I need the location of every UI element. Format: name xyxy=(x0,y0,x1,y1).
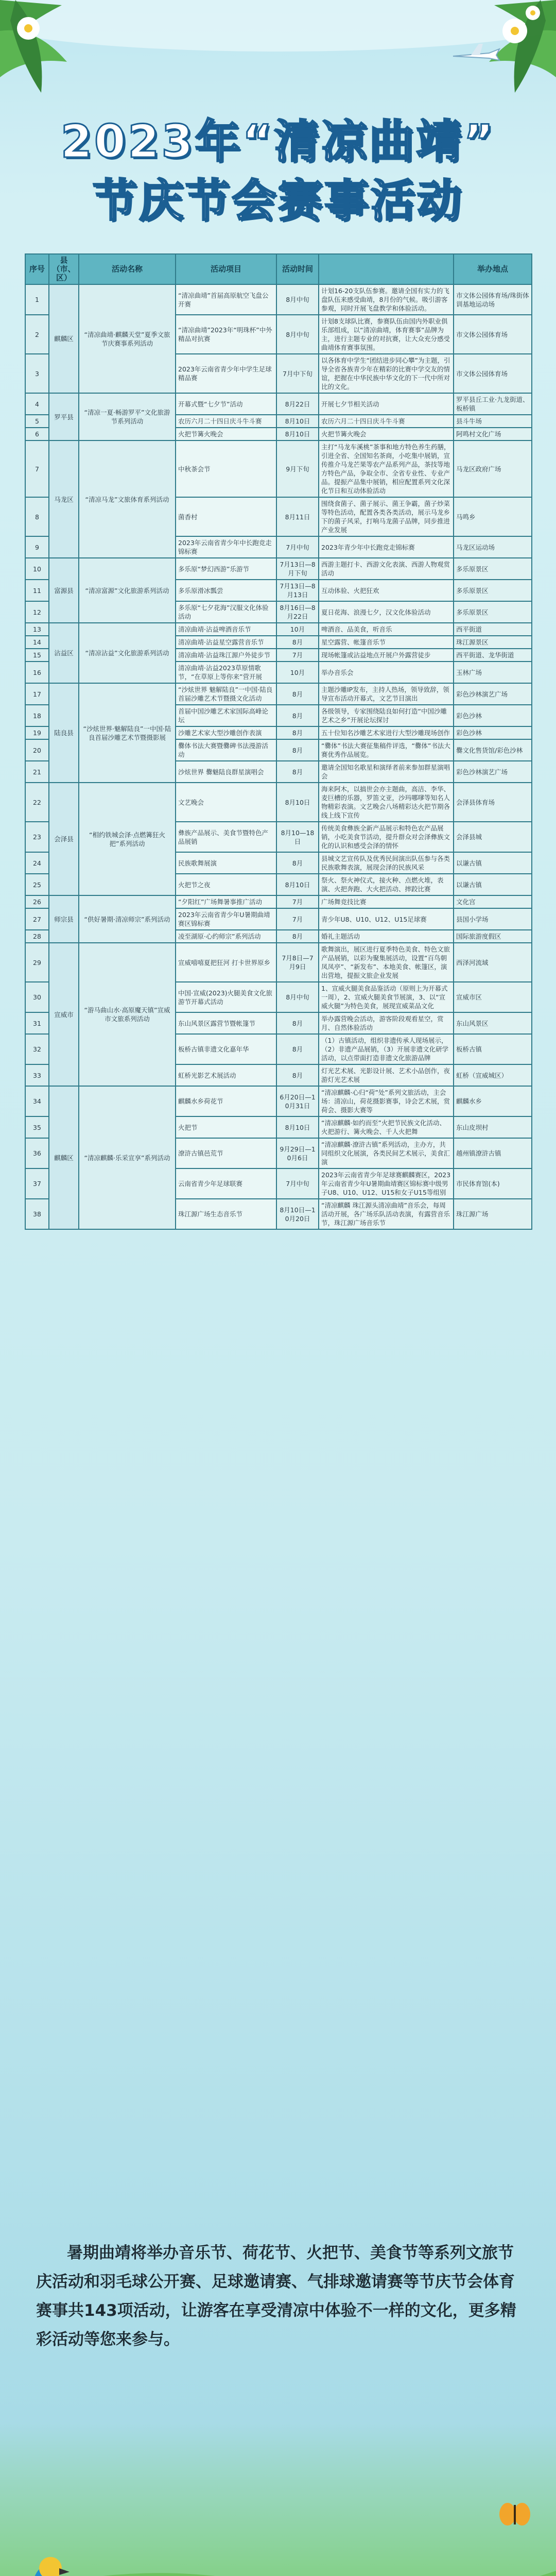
cell-place: 以谦古镇 xyxy=(454,852,532,874)
col-header-no: 序号 xyxy=(25,254,49,284)
cell-place: 市文体公园体育场/珠街体训基地运动场 xyxy=(454,284,532,315)
cell-time: 8月 xyxy=(276,1064,319,1086)
cell-county: 麒麟区 xyxy=(49,284,79,393)
cell-item: 首届中国沙雕艺术家国际高峰论坛 xyxy=(176,705,276,726)
cell-item: “夕阳红”广场舞暑事推广活动 xyxy=(176,895,276,908)
cell-content: 计划16-20支队伍参赛。邀请全国有实力的飞盘队伍来感受曲靖，8月份的气候。吸引游客参观，同时开展飞盘教学和体验活动。 xyxy=(319,284,454,315)
cell-no: 33 xyxy=(25,1064,49,1086)
cell-item: 2023年云南省青少年U暑期曲靖赛区锦标赛 xyxy=(176,908,276,930)
col-header-name: 活动名称 xyxy=(79,254,176,284)
table-row xyxy=(25,943,532,982)
cell-item: 清凉曲靖·沾益啤酒音乐节 xyxy=(176,623,276,636)
cell-item: “沙炫世界 魅解陆良”一中国·陆良首届沙雕艺术节暨摄文化活动 xyxy=(176,683,276,705)
cell-time: 8月 xyxy=(276,636,319,649)
cell-place: 彩色沙林演艺广场 xyxy=(454,683,532,705)
cell-no: 3 xyxy=(25,354,49,393)
cell-item: 板桥古镇非遗文化嘉年华 xyxy=(176,1034,276,1064)
cell-time: 8月 xyxy=(276,705,319,726)
cell-time: 8月10日 xyxy=(276,415,319,428)
cell-item: 彝族产品展示、美食节暨特色产品展销 xyxy=(176,822,276,852)
cell-place: 珠江源景区 xyxy=(454,636,532,649)
cell-content: 婚礼主题活动 xyxy=(319,930,454,943)
cell-no: 7 xyxy=(25,440,49,497)
table-row xyxy=(25,895,532,908)
cell-content: 1、宣威火腿美食品鉴活动（原则上为开幕式一周），2、宣威火腿美食节展演，3、以“宣威火腿”为特色美食，展现宣威菜品文化 xyxy=(319,982,454,1012)
cell-place: 彩色沙林演艺广场 xyxy=(454,761,532,783)
cell-item: 火把节 xyxy=(176,1116,276,1138)
cell-county: 罗平县 xyxy=(49,393,79,440)
table-row xyxy=(25,558,532,580)
table-row xyxy=(25,284,532,315)
cell-county: 宣威市 xyxy=(49,943,79,1086)
cell-place: 文化宫 xyxy=(454,895,532,908)
cell-content: 以各体育中学生“团结进步同心攀”为主题，引导全省各族青少年在精彩的比赛中学交友的情谊，把握在中华民族中华文化的下一代中所对比的文化。 xyxy=(319,354,454,393)
cell-place: 县国小学场 xyxy=(454,908,532,930)
cell-item: 农历六月二十四日庆斗牛斗赛 xyxy=(176,415,276,428)
cell-no: 32 xyxy=(25,1034,49,1064)
cell-no: 34 xyxy=(25,1086,49,1116)
cell-content: 围绕食菌子、菌子展示、菌王争霸，菌子炒菜等特色活动，配置各类各类活动，展示马龙乡下的菌子风采，打响马龙菌子品牌，同步推进产业发展 xyxy=(319,497,454,536)
cell-place: 多乐原景区 xyxy=(454,580,532,601)
cell-place: 马鸣乡 xyxy=(454,497,532,536)
cell-time: 7月中旬 xyxy=(276,536,319,558)
cell-name: “清凉一夏·畅游罗平”文化旅游节系列活动 xyxy=(79,393,176,440)
airplane-icon xyxy=(453,44,499,60)
table-row xyxy=(25,683,532,705)
cell-item: 火把节篝火晚会 xyxy=(176,428,276,440)
header xyxy=(0,0,556,242)
cell-item: 潦浒古镇邑荒节 xyxy=(176,1138,276,1168)
cell-item: 沙雕艺术家大型沙雕创作表演 xyxy=(176,726,276,739)
parrot-icon xyxy=(31,2557,70,2576)
cell-place: 玉林广场 xyxy=(454,662,532,683)
cell-content: “清凉麒麟·潦浒古镇”系列活动，主办方，共同组织文化展演，各类民间艺术展示，美食汇演 xyxy=(319,1138,454,1168)
cell-time: 8月 xyxy=(276,739,319,761)
cell-content: 举办露营晚会活动，游客阶段观看星空，赏月、自然体验活动 xyxy=(319,1012,454,1034)
col-header-place: 举办地点 xyxy=(454,254,532,284)
cell-time: 7月 xyxy=(276,908,319,930)
cell-place: 西平街道、龙华街道 xyxy=(454,649,532,662)
cell-no: 6 xyxy=(25,428,49,440)
cell-item: 云南省青少年足球联赛 xyxy=(176,1168,276,1199)
cell-time: 7月 xyxy=(276,895,319,908)
cell-item: 凌至湖原·心约师宗”系列活动 xyxy=(176,930,276,943)
cell-item: 中秋茶会节 xyxy=(176,440,276,497)
cell-no: 31 xyxy=(25,1012,49,1034)
cell-content: 祭火、祭火神仪式，接火种、点燃火堆，表演、火把奔跑、大火把活动、摔跤比赛 xyxy=(319,874,454,895)
cell-time: 8月10日—10月20日 xyxy=(276,1199,319,1229)
cell-time: 8月10日 xyxy=(276,1116,319,1138)
cell-place: 麒麟水乡 xyxy=(454,1086,532,1116)
cell-time: 6月20日—10月31日 xyxy=(276,1086,319,1116)
cell-place: 市民体育馆(本) xyxy=(454,1168,532,1199)
cell-no: 5 xyxy=(25,415,49,428)
cell-time: 8月 xyxy=(276,683,319,705)
cell-item: 中国·宣威(2023)火腿美食文化旅游节开幕式活动 xyxy=(176,982,276,1012)
cell-no: 20 xyxy=(25,739,49,761)
cell-place: 市文体公园体育场 xyxy=(454,354,532,393)
cell-place: 阿鸣村文化广场 xyxy=(454,428,532,440)
cell-content: “清凉麒麟·如约而至”火把节民族文化活动、火把游行、篝火晚会、千人火把舞 xyxy=(319,1116,454,1138)
cell-name: “沙炫世界·魅解陆良”一中国·陆良首届沙雕艺术节暨摄影展 xyxy=(79,683,176,783)
cell-place: 越州镇潦浒古镇 xyxy=(454,1138,532,1168)
cell-time: 8月10日 xyxy=(276,783,319,822)
cell-content: 传统美食彝族全新产品展示和特色农产品展销，小吃美食节活动，提升群众对会泽彝族文化的认识和感受会泽的情怀 xyxy=(319,822,454,852)
cell-name: “供好暑期·清凉师宗”系列活动 xyxy=(79,895,176,943)
cell-no: 1 xyxy=(25,284,49,315)
cell-county: 会泽县 xyxy=(49,783,79,895)
cell-item: 宣威嘻嘻夏把狂河 打卡世界原乡 xyxy=(176,943,276,982)
cell-county: 师宗县 xyxy=(49,895,79,943)
cell-content: 开展七夕节相关活动 xyxy=(319,393,454,415)
cell-county: 沾益区 xyxy=(49,623,79,683)
cell-item: 火把节之夜 xyxy=(176,874,276,895)
cell-no: 19 xyxy=(25,726,49,739)
cell-place: 东山皮坝村 xyxy=(454,1116,532,1138)
cell-content: 县城文艺宣传队及优秀民间演出队伍参与各类民族歌舞表演，展现会泽的民族风采 xyxy=(319,852,454,874)
cell-content: 计划8支球队比赛，参赛队伍由国内外职业俱乐部组成，以“清凉曲靖，体育赛事”品牌为主，进行主题专业的对抗赛，让大众充分感受曲靖体育赛事氛围。 xyxy=(319,315,454,354)
cell-name: “清凉曲靖·麒麟天堂”夏季文旅节庆赛事系列活动 xyxy=(79,284,176,393)
cell-no: 10 xyxy=(25,558,49,580)
cell-item: 爨体书法大赛暨爨碑书法漫游活动 xyxy=(176,739,276,761)
cell-content: 2023年青少年中长跑竞走锦标赛 xyxy=(319,536,454,558)
cell-time: 7月8日—7月9日 xyxy=(276,943,319,982)
cell-no: 26 xyxy=(25,895,49,908)
cell-time: 8月22日 xyxy=(276,393,319,415)
cell-item: 珠江源广场生态音乐节 xyxy=(176,1199,276,1229)
cell-time: 8月中旬 xyxy=(276,284,319,315)
cell-place: 虹桥（宣威城区） xyxy=(454,1064,532,1086)
cell-time: 8月10日 xyxy=(276,874,319,895)
table-row xyxy=(25,783,532,822)
cell-content: 海来阿木，以搞世会亦主题曲，高洁、李华、麦巨槽的乐器，罗笛文亚，沙玛哪嗲等知名人物精彩表演。文艺晚会八场精彩达火把节期各线上线下宣传 xyxy=(319,783,454,822)
butterfly-icon xyxy=(499,2503,530,2526)
cell-place: 会泽县体育场 xyxy=(454,783,532,822)
cell-item: 沙炫世界 爨魅陆良群星演唱会 xyxy=(176,761,276,783)
cell-time: 7月13日—8月13日 xyxy=(276,580,319,601)
cell-time: 8月中旬 xyxy=(276,982,319,1012)
cell-item: “清凉曲靖”2023年“明珠杯”中外精品对抗赛 xyxy=(176,315,276,354)
cell-time: 10月 xyxy=(276,662,319,683)
cell-place: 多乐原景区 xyxy=(454,601,532,623)
cell-content: 现场帐篷或沾益地点开展户外露营徒步 xyxy=(319,649,454,662)
cell-content: （1）古镇活动，组织非遗传承人现场展示，（2）非遗产品展销，（3）开展非遗文化研学活动，以点带面打造非遗文化旅游品牌 xyxy=(319,1034,454,1064)
cell-no: 21 xyxy=(25,761,49,783)
cell-content: 星空露营、帐篷音乐节 xyxy=(319,636,454,649)
cell-no: 18 xyxy=(25,705,49,726)
cell-item: 麒麟水乡荷花节 xyxy=(176,1086,276,1116)
cell-item: 清凉曲靖·沾益2023草原情歌节，“在草原上等你来”营开展 xyxy=(176,662,276,683)
table-row xyxy=(25,440,532,497)
cell-content: 歌舞演出，展区进行夏季特色美食、特色文旅产品展销，以彩为聚集展活动，设置“百鸟朝凤凤亭”、“新发布”、本地美食、帐篷区，演出营地，提振文旅企业发展 xyxy=(319,943,454,982)
cell-content: 五十位知名沙雕艺术家进行大型沙雕现场创作 xyxy=(319,726,454,739)
cell-place: 东山风景区 xyxy=(454,1012,532,1034)
cell-place: 板桥古镇 xyxy=(454,1034,532,1064)
cell-time: 10月 xyxy=(276,623,319,636)
table-row xyxy=(25,393,532,415)
col-header-content xyxy=(319,254,454,284)
cell-content: 邀请全国知名歌星和演绎者前来参加群星演唱会 xyxy=(319,761,454,783)
summary-note: 暑期曲靖将举办音乐节、荷花节、火把节、美食节等系列文旅节庆活动和羽毛球公开赛、足球邀请赛、气排球邀请赛等节庆节会体育赛事共143项活动，让游客在享受清凉中体验不一样的文化，更多精彩活动等您来参与。 xyxy=(36,2244,516,2349)
cell-no: 13 xyxy=(25,623,49,636)
cell-place: 县斗牛场 xyxy=(454,415,532,428)
cell-place: 以谦古镇 xyxy=(454,874,532,895)
cell-no: 4 xyxy=(25,393,49,415)
cell-item: 多乐原“七夕花海”汉服文化体验活动 xyxy=(176,601,276,623)
cell-time: 8月 xyxy=(276,852,319,874)
cell-time: 7月中旬 xyxy=(276,1168,319,1199)
cell-item: 民族歌舞展演 xyxy=(176,852,276,874)
cell-no: 14 xyxy=(25,636,49,649)
cell-time: 8月中旬 xyxy=(276,315,319,354)
cell-name: “清凉富源”文化旅游系列活动 xyxy=(79,558,176,623)
cell-no: 17 xyxy=(25,683,49,705)
cell-item: 文艺晚会 xyxy=(176,783,276,822)
cell-no: 25 xyxy=(25,874,49,895)
cell-content: 西游主题打卡、西游文化表演、西游人物观赏活动 xyxy=(319,558,454,580)
cell-content: 夏日花海、浪漫七夕，汉文化体验活动 xyxy=(319,601,454,623)
cell-item: 东山风景区露营节暨帐篷节 xyxy=(176,1012,276,1034)
cell-name: “清凉沾益”文化旅游系列活动 xyxy=(79,623,176,683)
cell-content: 广场舞竞技比赛 xyxy=(319,895,454,908)
cell-no: 28 xyxy=(25,930,49,943)
page-title-line2: 节庆节会赛事活动 xyxy=(93,175,463,227)
cell-content: 啤酒音、品美食，听音乐 xyxy=(319,623,454,636)
cell-county: 富源县 xyxy=(49,558,79,623)
table-header-row xyxy=(25,254,532,284)
cell-name: “清凉马龙”文旅体育系列活动 xyxy=(79,440,176,558)
cell-place: 西平街道 xyxy=(454,623,532,636)
cell-no: 35 xyxy=(25,1116,49,1138)
cell-place: 珠江源广场 xyxy=(454,1199,532,1229)
cell-item: 多乐原“梦幻西游”乐游节 xyxy=(176,558,276,580)
cell-item: 清凉曲靖·沾益星空露营音乐节 xyxy=(176,636,276,649)
cell-item: “清凉曲靖”首届高原航空飞盘公开赛 xyxy=(176,284,276,315)
cell-content: 火把节篝火晚会 xyxy=(319,428,454,440)
cell-time: 9月下旬 xyxy=(276,440,319,497)
cell-time: 8月11日 xyxy=(276,497,319,536)
cell-no: 11 xyxy=(25,580,49,601)
cell-time: 8月10日 xyxy=(276,428,319,440)
cell-content: “爨体”书法大赛征集稿件评选，“爨体”书法大赛优秀作品展览。 xyxy=(319,739,454,761)
cell-no: 16 xyxy=(25,662,49,683)
cell-name: “游马曲山水·高原魔天镇”宣威市文旅系列活动 xyxy=(79,943,176,1086)
cell-time: 7月中下旬 xyxy=(276,354,319,393)
cell-content: 主打“马龙车溪桃”茶事和地方特色养生药膳，引进全省、全国知名茶商，小吃集中展销，宣传推介马龙芒果等农产品系列产品，茶技等地方特色产品，争取全市、全省专业性、专业产品。提振产品集中展销，相应配置系列文化深化节日和互动体验活动 xyxy=(319,440,454,497)
cell-place: 市文体公园体育场 xyxy=(454,315,532,354)
cell-no: 30 xyxy=(25,982,49,1012)
cell-content: 举办音乐会 xyxy=(319,662,454,683)
cell-place: 彩色沙林 xyxy=(454,726,532,739)
cell-content: 农历六月二十四日庆斗牛斗赛 xyxy=(319,415,454,428)
cell-place: 西泽河流域 xyxy=(454,943,532,982)
cell-time: 7月13日—8月下旬 xyxy=(276,558,319,580)
col-header-time: 活动时间 xyxy=(276,254,319,284)
cell-place: 多乐原景区 xyxy=(454,558,532,580)
cell-time: 8月 xyxy=(276,726,319,739)
cell-time: 8月 xyxy=(276,1034,319,1064)
cell-no: 2 xyxy=(25,315,49,354)
table-row xyxy=(25,623,532,636)
page-title-line1: 2023年“清凉曲靖” xyxy=(60,115,496,168)
table-row xyxy=(25,1086,532,1116)
cell-time: 8月 xyxy=(276,930,319,943)
cell-item: 菌香村 xyxy=(176,497,276,536)
cell-no: 29 xyxy=(25,943,49,982)
cell-place: 宣威市区 xyxy=(454,982,532,1012)
cell-place: 会泽县城 xyxy=(454,822,532,852)
cell-no: 12 xyxy=(25,601,49,623)
cell-content: 互动体验、火把狂欢 xyxy=(319,580,454,601)
events-table xyxy=(25,253,531,1230)
cell-county: 马龙区 xyxy=(49,440,79,558)
cell-place: 爨文化售货馆/彩色沙林 xyxy=(454,739,532,761)
cell-content: 灯光艺术展、光影设计展、艺术小品创作，夜游灯光艺术展 xyxy=(319,1064,454,1086)
cell-county: 麒麟区 xyxy=(49,1086,79,1229)
cell-time: 8月 xyxy=(276,761,319,783)
cell-no: 36 xyxy=(25,1138,49,1168)
cell-no: 15 xyxy=(25,649,49,662)
cell-county: 陆良县 xyxy=(49,683,79,783)
cell-time: 8月10—18日 xyxy=(276,822,319,852)
cell-time: 8月 xyxy=(276,1012,319,1034)
cell-item: 2023年云南省青少年中长跑竞走锦标赛 xyxy=(176,536,276,558)
cell-place: 罗平县丘工业·九龙街道、板桥镇 xyxy=(454,393,532,415)
cell-name: “相约铁城会泽·点燃篝狂火把”系列活动 xyxy=(79,783,176,895)
cell-place: 国际旅游度假区 xyxy=(454,930,532,943)
cell-name: “清凉麒麟·乐采宣享”系列活动 xyxy=(79,1086,176,1229)
cell-content: 2023年云南省青少年足球赛麒麟赛区，2023年云南省青少年U暑期曲靖赛区锦标赛中级男子U8、U10、U12、U15和女子U15等组别 xyxy=(319,1168,454,1199)
cell-no: 27 xyxy=(25,908,49,930)
cell-place: 马龙区政府广场 xyxy=(454,440,532,497)
cell-item: 清凉曲靖·沾益珠江源户外徒步节 xyxy=(176,649,276,662)
cell-no: 8 xyxy=(25,497,49,536)
cell-no: 38 xyxy=(25,1199,49,1229)
cell-content: 主题沙雕IP发布，主持人热场，领导致辞，领导宣布活动开幕式，文艺节目演出 xyxy=(319,683,454,705)
cell-time: 7月 xyxy=(276,649,319,662)
col-header-item: 活动项目 xyxy=(176,254,276,284)
cell-item: 2023年云南省青少年中学生足球精品赛 xyxy=(176,354,276,393)
cell-content: 各级领导，专家围绕陆良如何打造“中国沙雕艺术之乡”开展论坛探讨 xyxy=(319,705,454,726)
cell-item: 多乐原滑冰瓢尝 xyxy=(176,580,276,601)
cell-no: 24 xyxy=(25,852,49,874)
cell-content: “清凉麒麟·心归“荷”处”系列文旅活动，主会场：清凉山，荷花摄影赛事，诗会艺术展，赏荷会、摄影大赛等 xyxy=(319,1086,454,1116)
cell-content: “清凉麒麟 珠江源头清凉曲靖”音乐会，每周活动开展，各广场乐队活动表演，有露营音乐节，珠江源广场音乐节 xyxy=(319,1199,454,1229)
col-header-county: 县（市、区） xyxy=(49,254,79,284)
cell-no: 23 xyxy=(25,822,49,852)
cell-time: 8月16日—8月22日 xyxy=(276,601,319,623)
footer-decoration xyxy=(0,2473,556,2576)
cell-no: 22 xyxy=(25,783,49,822)
cell-place: 彩色沙林 xyxy=(454,705,532,726)
cell-item: 开幕式暨“七夕节”活动 xyxy=(176,393,276,415)
cell-item: 虹桥光影艺术展活动 xyxy=(176,1064,276,1086)
cell-content: 青少年U8、U10、U12、U15足球赛 xyxy=(319,908,454,930)
cell-no: 9 xyxy=(25,536,49,558)
cell-time: 9月29日—10月6日 xyxy=(276,1138,319,1168)
cell-no: 37 xyxy=(25,1168,49,1199)
cell-place: 马龙区运动场 xyxy=(454,536,532,558)
